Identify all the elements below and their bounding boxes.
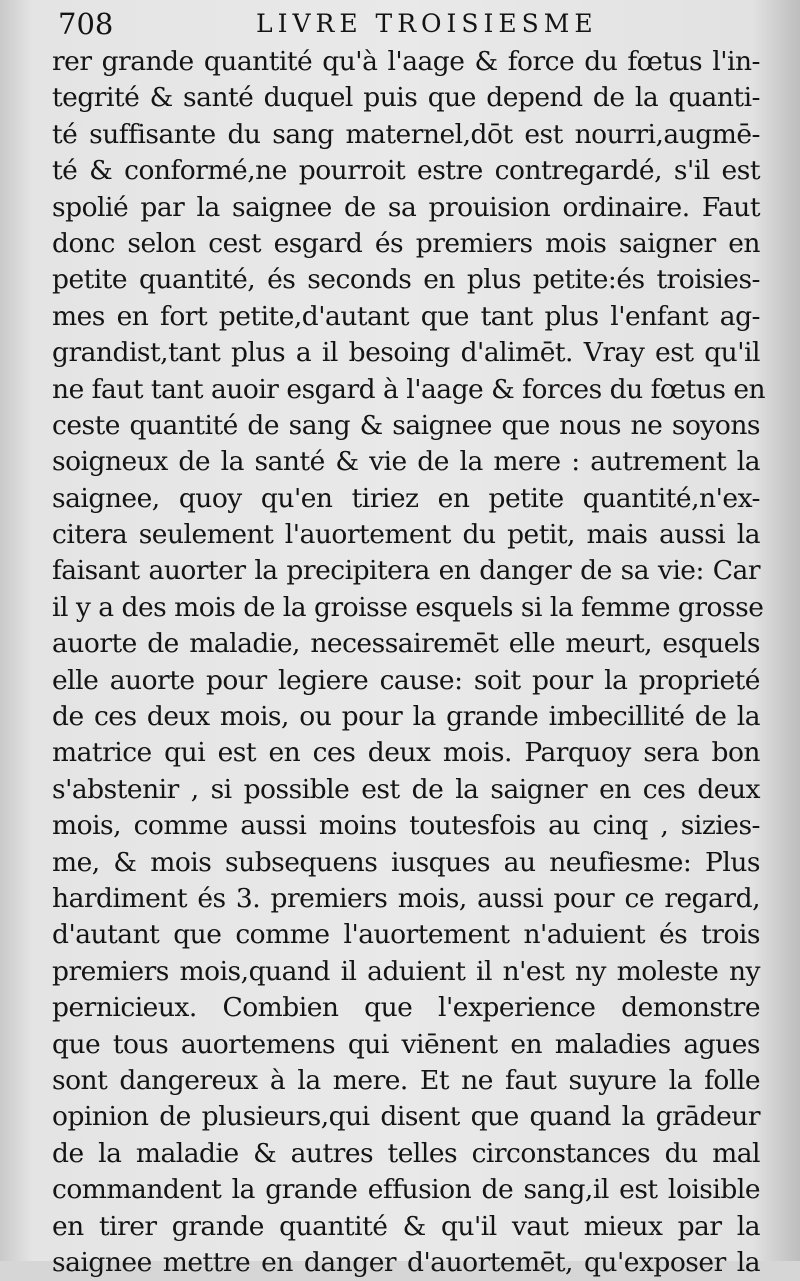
text-line: rer grande quantité qu'à l'aage & force du fœtus l'in- [52, 46, 760, 77]
text-line: s'abstenir , si possible est de la saigner en ces deux [52, 773, 760, 805]
text-line: saignee, quoy qu'en tiriez en petite quantité,n'ex- [52, 482, 760, 514]
text-line: de la maladie & autres telles circonstances du mal [52, 1137, 760, 1169]
text-line: en tirer grande quantité & qu'il vaut mieux par la [52, 1210, 760, 1242]
text-line: soigneux de la santé & vie de la mere : autrement la [52, 446, 760, 478]
text-line: petite quantité, és seconds en plus petite:és troisies- [52, 264, 760, 296]
text-line: elle auorte pour legiere cause: soit pour la proprieté [52, 664, 760, 696]
text-line: commandent la grande effusion de sang,il est loisible [52, 1174, 760, 1206]
text-line: grandist,tant plus a il besoing d'alimēt. Vray est qu'il [52, 337, 760, 369]
text-line: mes en fort petite,d'autant que tant plus l'enfant ag- [52, 300, 760, 332]
text-line: citera seulement l'auortement du petit, mais aussi la [52, 519, 760, 551]
page-number: 708 [58, 7, 114, 41]
text-line: té & conformé,ne pourroit estre contregardé, s'il est [52, 155, 760, 187]
text-line: saignee mettre en danger d'auortemēt, qu'exposer la [52, 1246, 760, 1278]
text-line: ne faut tant auoir esgard à l'aage & forces du fœtus en [52, 373, 766, 405]
text-line: auorte de maladie, necessairemēt elle meurt, esquels [52, 628, 760, 660]
text-line: me, & mois subsequens iusques au neufiesme: Plus [52, 846, 760, 878]
text-line: pernicieux. Combien que l'experience demonstre [52, 992, 760, 1024]
text-line: té suffisante du sang maternel,dōt est nourri,augmē- [52, 118, 760, 150]
text-line: d'autant que comme l'auortement n'aduient és trois [52, 919, 760, 951]
text-line: il y a des mois de la groisse esquels si la femme grosse [52, 591, 764, 623]
text-line: ceste quantité de sang & saignee que nous ne soyons [52, 409, 760, 441]
text-body [52, 44, 766, 1281]
running-title: LIVRE TROISIESME [256, 9, 598, 38]
text-line: sont dangereux à la mere. Et ne faut suyure la folle [52, 1064, 760, 1096]
text-line: premiers mois,quand il aduient il n'est ny moleste ny [52, 955, 760, 987]
text-line: opinion de plusieurs,qui disent que quand la grādeur [52, 1101, 760, 1133]
text-line: donc selon cest esgard és premiers mois saigner en [52, 227, 760, 259]
text-line: matrice qui est en ces deux mois. Parquoy sera bon [52, 737, 760, 769]
text-line: que tous auortemens qui viēnent en maladies agues [52, 1028, 760, 1060]
text-line: mois, comme aussi moins toutesfois au cinq , sizies- [52, 810, 760, 842]
text-line: hardiment és 3. premiers mois, aussi pour ce regard, [52, 882, 760, 914]
page-header [58, 4, 758, 46]
text-line: tegrité & santé duquel puis que depend de la quanti- [52, 82, 760, 114]
text-line: de ces deux mois, ou pour la grande imbecillité de la [52, 701, 760, 733]
text-line: spolié par la saignee de sa prouision ordinaire. Faut [52, 191, 760, 223]
text-line: faisant auorter la precipitera en danger de sa vie: Car [52, 555, 760, 587]
